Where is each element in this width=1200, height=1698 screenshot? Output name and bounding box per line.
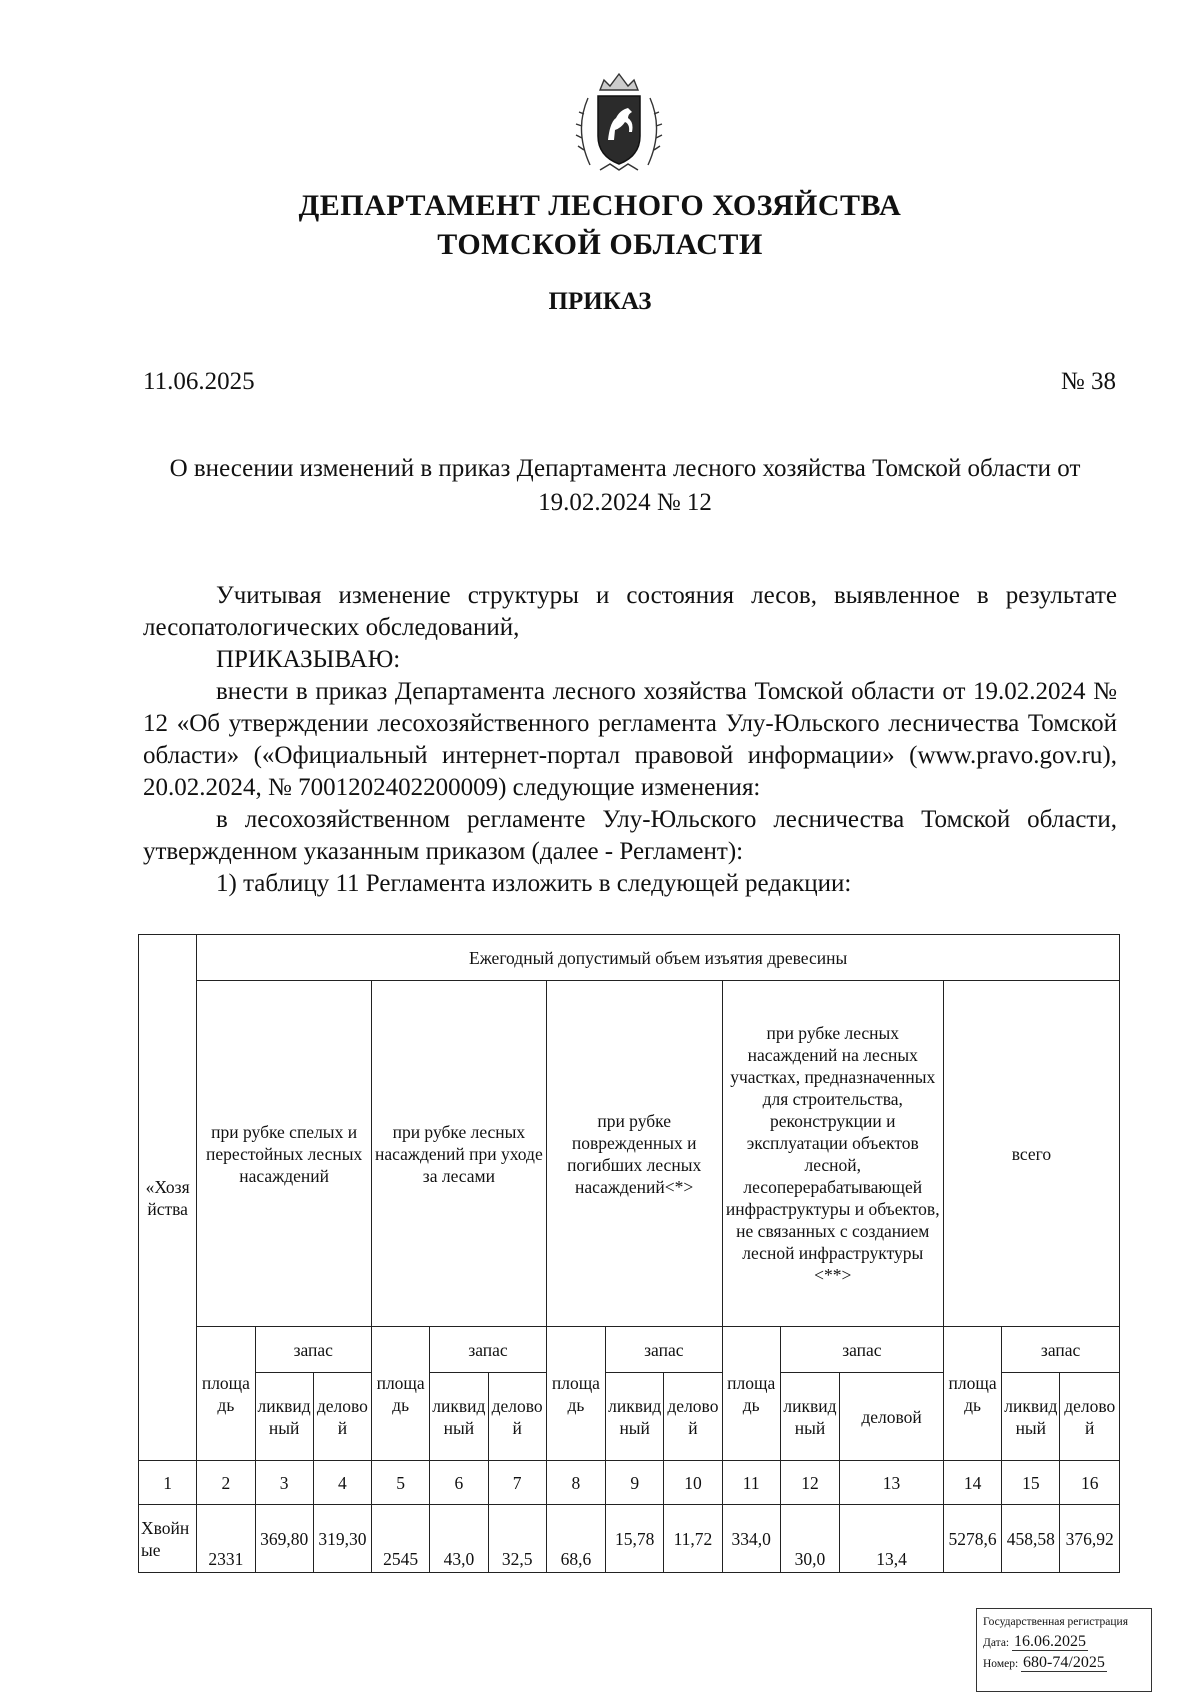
cell-value: 43,0: [430, 1505, 488, 1573]
document-subject: О внесении изменений в приказ Департамента лесного хозяйства Томской области от 19.02.2024 № 12: [169, 455, 1081, 516]
column-number: 13: [840, 1461, 944, 1505]
header-area: площадь: [372, 1327, 430, 1461]
column-number: 12: [780, 1461, 839, 1505]
header-stock: запас: [606, 1327, 723, 1373]
registration-date-label: Дата:: [983, 1637, 1010, 1649]
column-number: 1: [139, 1461, 197, 1505]
column-number: 7: [488, 1461, 546, 1505]
header-business: деловой: [840, 1373, 944, 1461]
cell-value: 15,78: [606, 1505, 664, 1573]
document-body: [143, 580, 1117, 900]
header-stock: запас: [430, 1327, 547, 1373]
cell-value: 319,30: [313, 1505, 371, 1573]
document-number: № 38: [1060, 368, 1116, 395]
column-number: 5: [372, 1461, 430, 1505]
column-number: 15: [1002, 1461, 1060, 1505]
cell-value: 68,6: [546, 1505, 605, 1573]
cell-value: 5278,6: [943, 1505, 1001, 1573]
header-group-damaged: при рубке поврежденных и погибших лесных насаждений<*>: [546, 981, 722, 1327]
document-type: ПРИКАЗ: [548, 288, 652, 315]
paragraph-preamble: Учитывая изменение структуры и состояния лесов, выявленное в результате лесопатологических обследований,: [143, 582, 1117, 641]
column-number: 16: [1060, 1461, 1120, 1505]
column-number: 9: [606, 1461, 664, 1505]
column-number: 8: [546, 1461, 605, 1505]
header-group-mature: при рубке спелых и перестойных лесных насаждений: [197, 981, 372, 1327]
header-group-construction: при рубке лесных насаждений на лесных участках, предназначенных для строительства, реконструкции и эксплуатации объектов лесной, лесоперерабатывающей инфраструктуры и объектов, не связанных с созданием лесной инфраструктуры <**>: [722, 981, 943, 1327]
paragraph-item-1: 1) таблицу 11 Регламента изложить в следующей редакции:: [216, 870, 852, 897]
registration-stamp: [976, 1608, 1152, 1692]
cell-value: 2545: [372, 1505, 430, 1573]
cell-value: 376,92: [1060, 1505, 1120, 1573]
table-row: [139, 1505, 1120, 1573]
column-number: 10: [664, 1461, 722, 1505]
registration-number-label: Номер:: [983, 1658, 1019, 1670]
header-liquid: ликвидный: [780, 1373, 839, 1461]
cell-value: 30,0: [780, 1505, 839, 1573]
header-economy: «Хозяйства: [139, 935, 197, 1461]
registration-date: 16.06.2025: [1014, 1633, 1086, 1650]
column-number: 11: [722, 1461, 780, 1505]
organization-name-line2: ТОМСКОЙ ОБЛАСТИ: [437, 228, 763, 261]
column-number: 3: [255, 1461, 313, 1505]
document-date: 11.06.2025: [143, 368, 255, 395]
header-business: деловой: [488, 1373, 546, 1461]
header-area: площадь: [197, 1327, 255, 1461]
table-11: [138, 934, 1120, 1573]
header-area: площадь: [722, 1327, 780, 1461]
header-annual-volume: Ежегодный допустимый объем изъятия древесины: [197, 935, 1120, 981]
cell-value: 458,58: [1002, 1505, 1060, 1573]
header-liquid: ликвидный: [606, 1373, 664, 1461]
cell-value: 32,5: [488, 1505, 546, 1573]
header-liquid: ликвидный: [255, 1373, 313, 1461]
cell-value: 334,0: [722, 1505, 780, 1573]
cell-value: 13,4: [840, 1505, 944, 1573]
cell-value: 369,80: [255, 1505, 313, 1573]
cell-value: 2331: [197, 1505, 255, 1573]
header-business: деловой: [664, 1373, 722, 1461]
header-liquid: ликвидный: [430, 1373, 488, 1461]
column-number: 4: [313, 1461, 371, 1505]
header-area: площадь: [943, 1327, 1001, 1461]
row-name: Хвойные: [139, 1505, 197, 1573]
header-liquid: ликвидный: [1002, 1373, 1060, 1461]
paragraph-order: ПРИКАЗЫВАЮ:: [216, 646, 401, 673]
header-stock: запас: [255, 1327, 372, 1373]
organization-name-line1: ДЕПАРТАМЕНТ ЛЕСНОГО ХОЗЯЙСТВА: [298, 189, 902, 222]
column-number: 14: [943, 1461, 1001, 1505]
registration-number: 680-74/2025: [1023, 1654, 1105, 1671]
paragraph-amendment: внести в приказ Департамента лесного хозяйства Томской области от 19.02.2024 № 12 «Об утверждении лесохозяйственного регламента Улу-Юльского лесничества Томской области» («Официальный интернет-портал правовой информации» (www.pravo.gov.ru), 20.02.2024, № 7001202402200009) следующие изменения:: [143, 678, 1117, 801]
paragraph-regulation: в лесохозяйственном регламенте Улу-Юльского лесничества Томской области, утвержденном указанным приказом (далее - Регламент):: [143, 806, 1117, 865]
header-business: деловой: [313, 1373, 371, 1461]
header-area: площадь: [546, 1327, 605, 1461]
header-stock: запас: [780, 1327, 943, 1373]
column-number-row: [139, 1461, 1120, 1505]
column-number: 6: [430, 1461, 488, 1505]
registration-title: Государственная регистрация: [983, 1616, 1128, 1628]
cell-value: 11,72: [664, 1505, 722, 1573]
coat-of-arms-emblem: [570, 70, 668, 180]
header-stock: запас: [1002, 1327, 1120, 1373]
header-business: деловой: [1060, 1373, 1120, 1461]
header-group-care: при рубке лесных насаждений при уходе за лесами: [372, 981, 547, 1327]
header-group-total: всего: [943, 981, 1119, 1327]
column-number: 2: [197, 1461, 255, 1505]
